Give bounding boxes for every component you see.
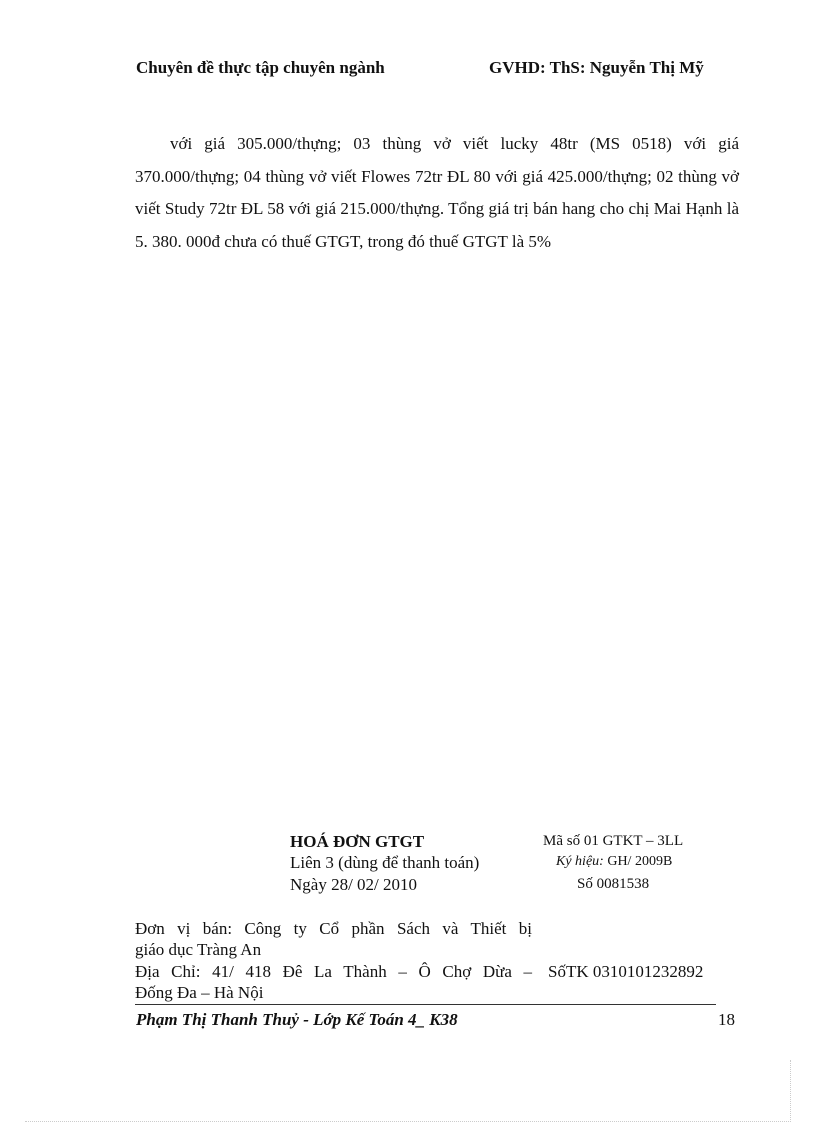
invoice-copy-label: Liên 3 (dùng để thanh toán)	[290, 853, 480, 872]
footer-author: Phạm Thị Thanh Thuỷ - Lớp Kế Toán 4_ K38	[136, 1010, 458, 1029]
invoice-title: HOÁ ĐƠN GTGT	[290, 832, 425, 851]
header-title: Chuyên đề thực tập chuyên ngành	[136, 58, 385, 77]
invoice-form-code: Mã số 01 GTKT – 3LL	[543, 833, 684, 849]
footer-divider	[135, 1004, 716, 1005]
invoice-symbol-value: GH/ 2009B	[607, 854, 673, 869]
invoice-symbol	[556, 854, 672, 870]
header-supervisor: GVHD: ThS: Nguyễn Thị Mỹ	[489, 58, 704, 77]
page-edge-bottom	[25, 1121, 791, 1122]
page-edge-right	[790, 1060, 791, 1122]
body-paragraph	[135, 128, 739, 258]
invoice-date: Ngày 28/ 02/ 2010	[290, 875, 418, 894]
invoice-number: Số 0081538	[577, 876, 650, 892]
account-number: SốTK 0310101232892	[548, 962, 704, 981]
address-line-1: Địa Chỉ: 41/ 418 Đê La Thành – Ô Chợ Dừa –	[135, 962, 532, 981]
seller-line-1: Đơn vị bán: Công ty Cổ phần Sách và Thiết bị	[135, 919, 532, 938]
page-number: 18	[718, 1010, 735, 1029]
paragraph-text: với giá 305.000/thựng; 03 thùng vở viết lucky 48tr (MS 0518) với giá 370.000/thựng; 04 thùng vở viết Flowes 72tr ĐL 80 với giá 425.000/thựng; 02 thùng vở viết Study 72tr ĐL 58 với giá 215.000/thựng. Tổng giá trị bán hang cho chị Mai Hạnh là 5. 380. 000đ chưa có thuế GTGT, trong đó thuế GTGT là 5%	[135, 134, 739, 251]
invoice-symbol-label: Ký hiệu:	[556, 854, 604, 869]
address-line-2: Đống Đa – Hà Nội	[135, 983, 264, 1002]
seller-line-2: giáo dục Tràng An	[135, 940, 262, 959]
